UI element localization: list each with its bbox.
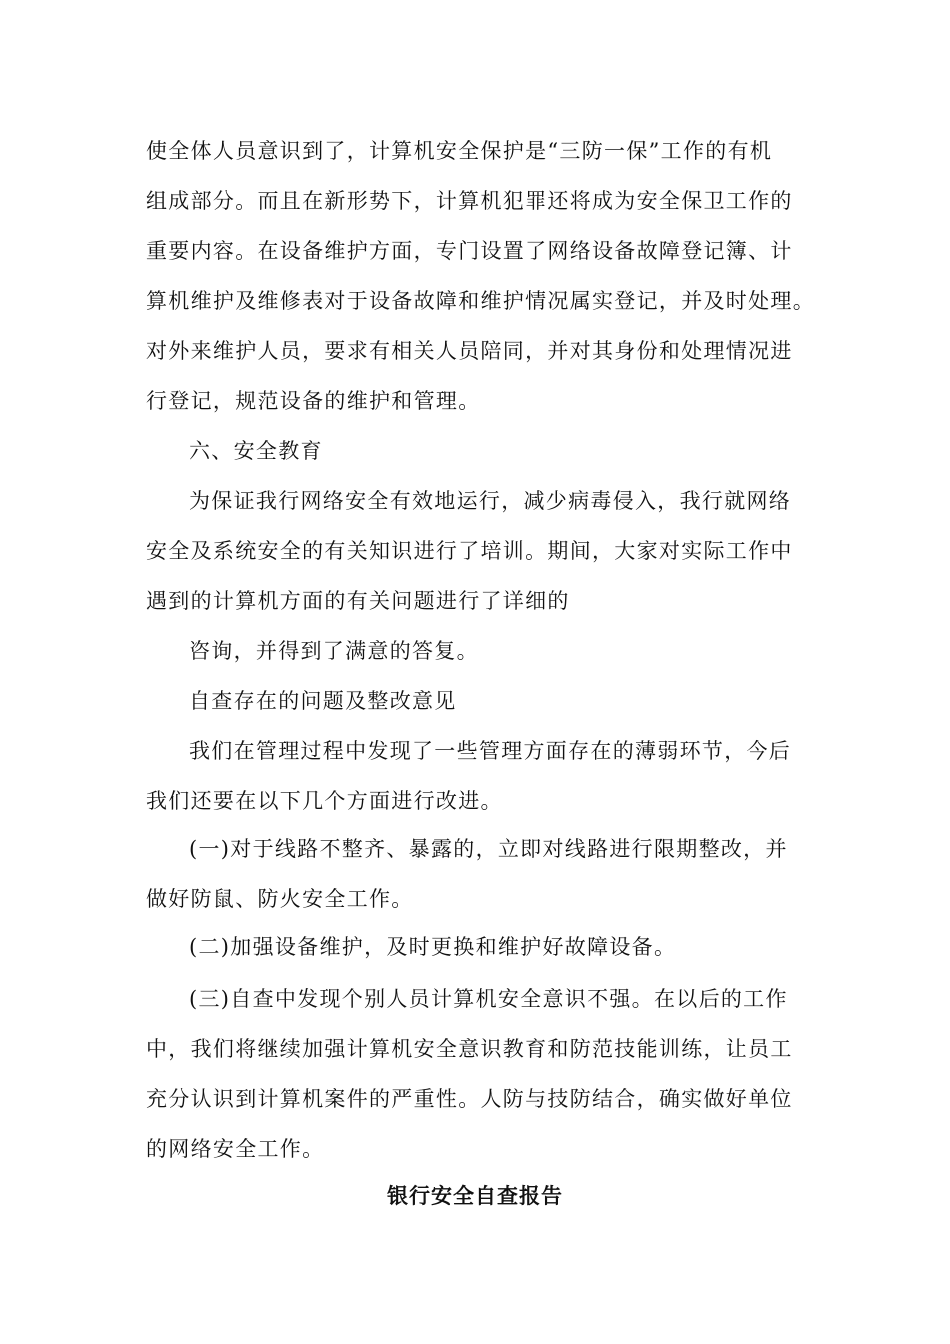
list-item: (三)自查中发现个别人员计算机安全意识不强。在以后的工作 [189,987,788,1011]
list-item: (一)对于线路不整齐、暴露的，立即对线路进行限期整改，并 [189,837,788,861]
text-line: 行登记，规范设备的维护和管理。 [146,389,481,413]
text-line: 充分认识到计算机案件的严重性。人防与技防结合，确实做好单位 [146,1087,793,1111]
text-line: 做好防鼠、防火安全工作。 [146,887,414,911]
text-line: 遇到的计算机方面的有关问题进行了详细的 [146,589,570,613]
text-line: 使全体人员意识到了，计算机安全保护是“三防一保”工作的有机 [146,139,773,163]
section-heading: 六、安全教育 [189,439,323,463]
text-line: 咨询，并得到了满意的答复。 [189,639,479,663]
list-item: (二)加强设备维护，及时更换和维护好故障设备。 [189,935,677,959]
text-line: 重要内容。在设备维护方面，专门设置了网络设备故障登记簿、计 [146,239,793,263]
text-line: 中，我们将继续加强计算机安全意识教育和防范技能训练，让员工 [146,1037,793,1061]
document-title: 银行安全自查报告 [387,1184,563,1208]
text-line: 我们在管理过程中发现了一些管理方面存在的薄弱环节，今后 [189,739,792,763]
text-line: 算机维护及维修表对于设备故障和维护情况属实登记，并及时处理。 [146,289,815,313]
text-line: 对外来维护人员，要求有相关人员陪同，并对其身份和处理情况进 [146,339,793,363]
text-line: 安全及系统安全的有关知识进行了培训。期间，大家对实际工作中 [146,539,793,563]
text-line: 我们还要在以下几个方面进行改进。 [146,789,503,813]
text-line: 为保证我行网络安全有效地运行，减少病毒侵入，我行就网络 [189,489,792,513]
text-line: 的网络安全工作。 [146,1137,325,1161]
text-line: 组成部分。而且在新形势下，计算机犯罪还将成为安全保卫工作的 [146,189,793,213]
section-heading: 自查存在的问题及整改意见 [189,689,457,713]
